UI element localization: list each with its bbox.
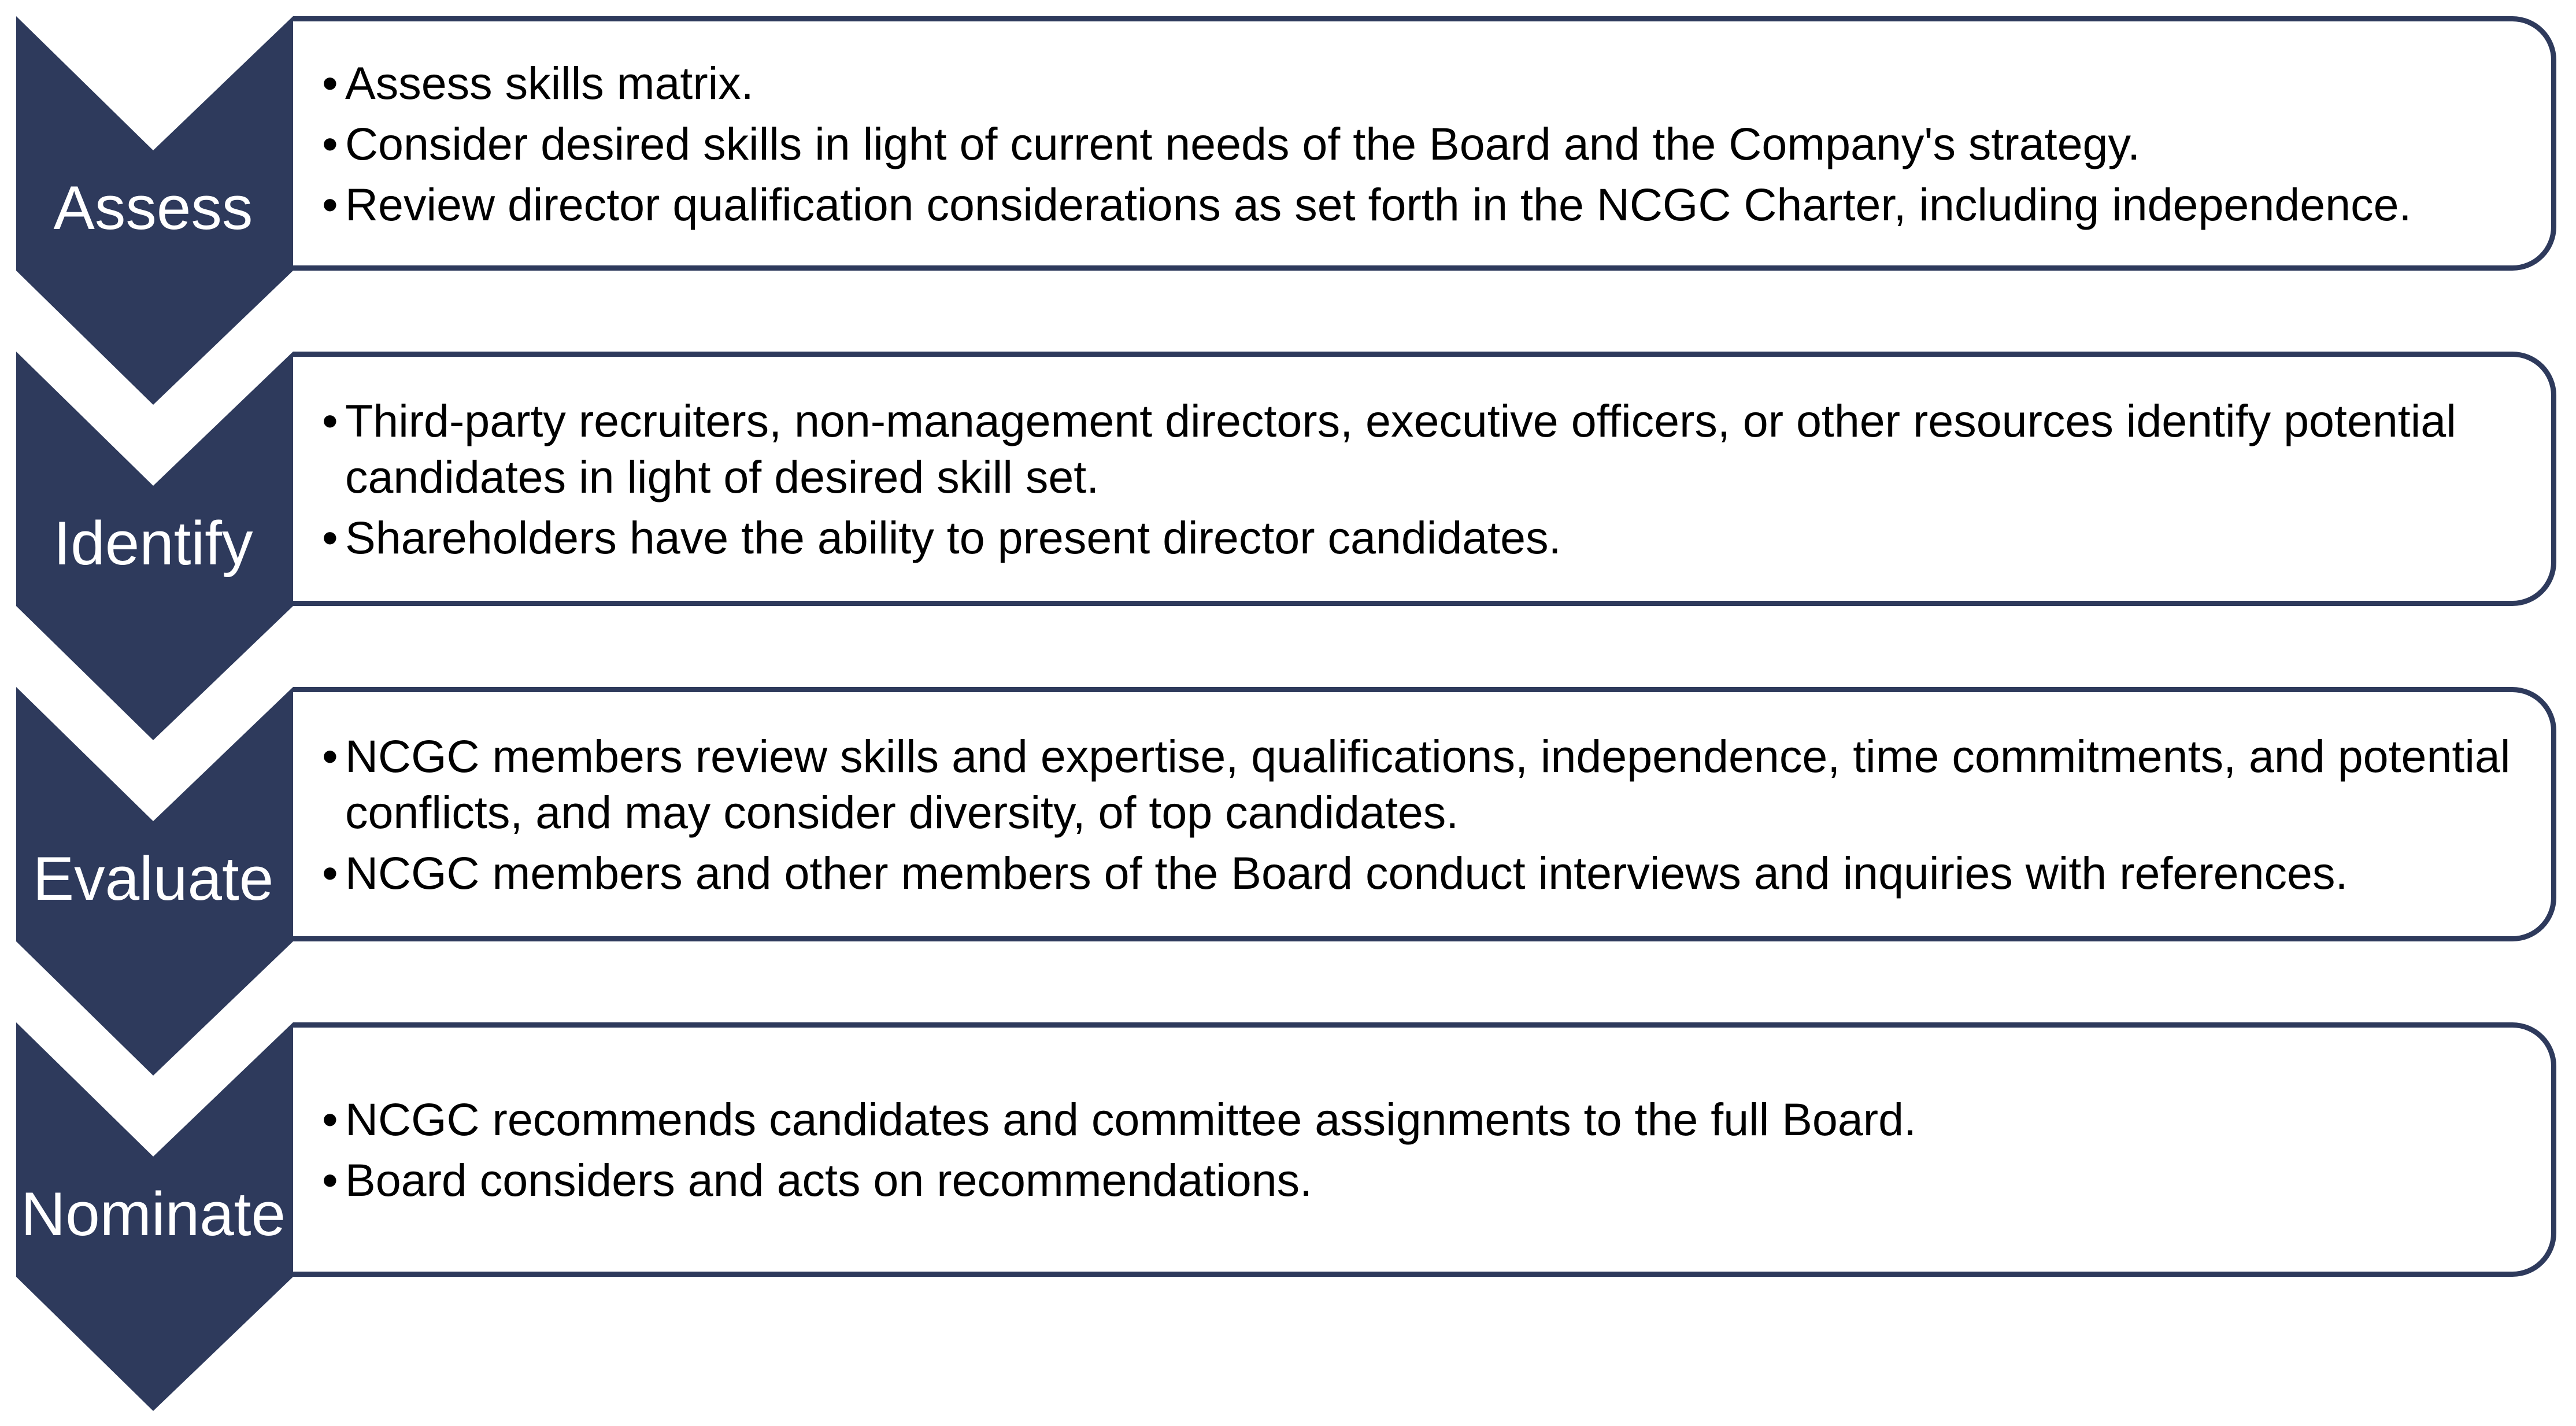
step-card-identify [293, 352, 2556, 606]
bullet-item: • NCGC members and other members of the Board conduct interviews and inquiries with references. [322, 845, 2540, 901]
bullet-item: • Review director qualification considerations as set forth in the NCGC Charter, including independence. [322, 176, 2540, 232]
step-label-evaluate: Evaluate [32, 844, 274, 913]
bullet-list-identify [322, 388, 2540, 570]
bullet-item: • NCGC recommends candidates and committee assignments to the full Board. [322, 1091, 2540, 1147]
bullet-item: • Third-party recruiters, non-management directors, executive officers, or other resources identify potential candidates in light of desired skill set. [322, 393, 2540, 505]
bullet-item: • Board considers and acts on recommendations. [322, 1152, 2540, 1208]
step-label-assess: Assess [53, 173, 253, 242]
step-card-nominate [293, 1022, 2556, 1277]
step-card-evaluate [293, 687, 2556, 941]
step-card-assess [293, 16, 2556, 271]
bullet-list-assess [322, 50, 2540, 237]
bullet-item: • Assess skills matrix. [322, 55, 2540, 111]
bullet-item: • Consider desired skills in light of current needs of the Board and the Company's strategy. [322, 116, 2540, 172]
bullet-list-nominate [322, 1087, 2540, 1213]
step-label-identify: Identify [53, 508, 253, 578]
bullet-item: • NCGC members review skills and expertise, qualifications, independence, time commitments, and potential conflicts, and may consider diversity, of top candidates. [322, 728, 2540, 840]
bullet-item: • Shareholders have the ability to present director candidates. [322, 509, 2540, 566]
bullet-list-evaluate [322, 723, 2540, 906]
step-label-nominate: Nominate [21, 1179, 286, 1248]
